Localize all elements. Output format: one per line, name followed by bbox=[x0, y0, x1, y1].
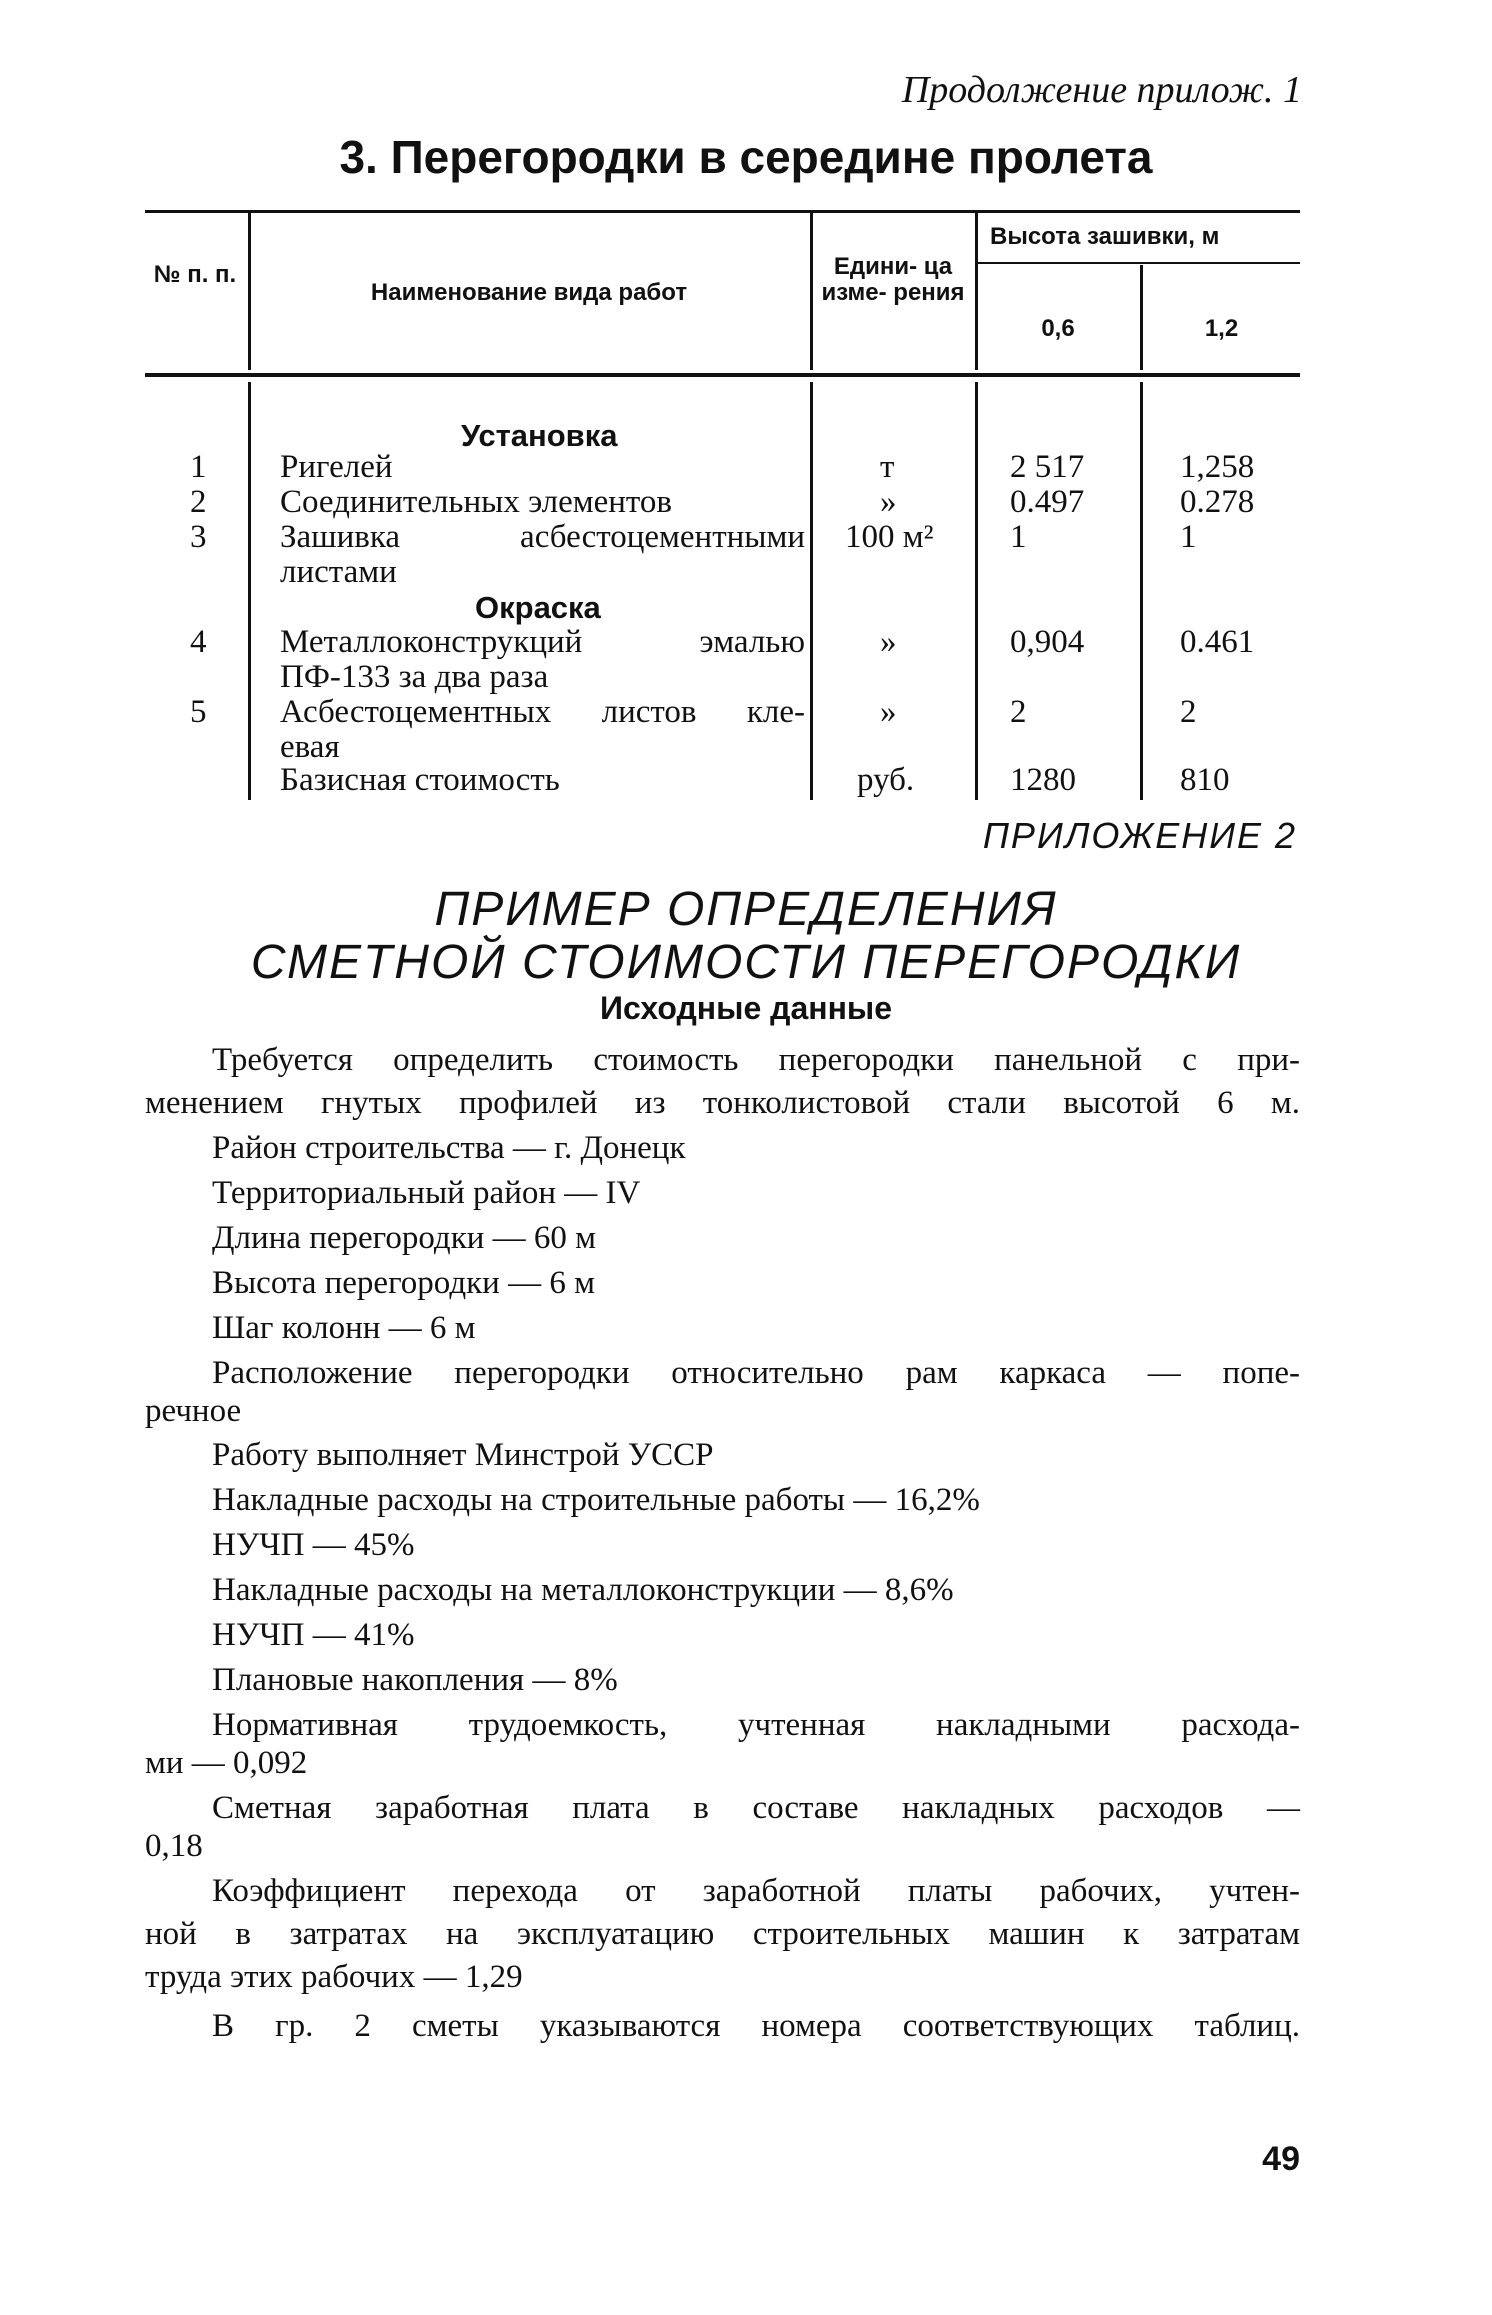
row1-name: Ригелей bbox=[280, 449, 393, 485]
p13: Плановые накопления — 8% bbox=[212, 1662, 618, 1698]
p3: Территориальный район — IV bbox=[212, 1175, 641, 1211]
header-num: № п. п. bbox=[153, 261, 237, 288]
row1-v2: 1,258 bbox=[1180, 449, 1255, 485]
table-vrule-b1 bbox=[248, 382, 251, 800]
p14-line2: ми — 0,092 bbox=[145, 1745, 308, 1781]
row4-v2: 0.461 bbox=[1180, 624, 1255, 660]
row3-name-l1: Зашивка асбестоцементными bbox=[280, 519, 805, 555]
group-installation: Установка bbox=[461, 418, 618, 453]
p7-line1: Расположение перегородки относительно рам каркаса — попе- bbox=[212, 1355, 1300, 1391]
section-title: 3. Перегородки в середине пролета bbox=[339, 131, 1153, 183]
p9: Накладные расходы на строительные работы — 16,2% bbox=[212, 1482, 980, 1518]
p11: Накладные расходы на металлоконструкции — 8,6% bbox=[212, 1572, 954, 1608]
p7-line2: речное bbox=[145, 1393, 242, 1429]
p17: В гр. 2 сметы указываются номера соответствующих таблиц. bbox=[212, 2008, 1300, 2044]
row-basis-unit: руб. bbox=[857, 762, 915, 798]
p4: Длина перегородки — 60 м bbox=[212, 1220, 597, 1256]
p14-line1: Нормативная трудоемкость, учтенная накладными расхода- bbox=[212, 1707, 1300, 1743]
p15-line2: 0,18 bbox=[145, 1828, 203, 1864]
row3-v2: 1 bbox=[1180, 519, 1197, 555]
row-basis-v2: 810 bbox=[1180, 762, 1230, 798]
header-h1: 0,6 bbox=[1041, 315, 1075, 342]
row-basis-name: Базисная стоимость bbox=[280, 762, 560, 798]
row1-unit: т bbox=[880, 449, 895, 485]
row5-num: 5 bbox=[190, 694, 207, 730]
p16-line1: Коэффициент перехода от заработной платы рабочих, учтен- bbox=[212, 1873, 1300, 1909]
input-data-title: Исходные данные bbox=[599, 990, 893, 1026]
header-unit: Едини- ца изме- рения bbox=[821, 253, 965, 306]
row5-unit: » bbox=[880, 694, 897, 730]
row2-unit: » bbox=[880, 484, 897, 520]
row3-num: 3 bbox=[190, 519, 207, 555]
table-subheader-rule bbox=[975, 262, 1300, 264]
row5-name-l1: Асбестоцементных листов кле- bbox=[280, 694, 805, 730]
row5-v1: 2 bbox=[1010, 694, 1027, 730]
header-h2: 1,2 bbox=[1204, 315, 1239, 342]
appendix-title-line2: СМЕТНОЙ СТОИМОСТИ ПЕРЕГОРОДКИ bbox=[250, 936, 1242, 989]
p1-line2: менением гнутых профилей из тонколистовой стали высотой 6 м. bbox=[145, 1085, 1300, 1121]
row-basis-v1: 1280 bbox=[1010, 762, 1076, 798]
p1-line1: Требуется определить стоимость перегородки панельной с при- bbox=[212, 1042, 1300, 1078]
p5: Высота перегородки — 6 м bbox=[212, 1265, 595, 1301]
row4-num: 4 bbox=[190, 624, 207, 660]
row3-name-l2: листами bbox=[280, 554, 397, 590]
p6: Шаг колонн — 6 м bbox=[212, 1310, 476, 1346]
appendix-title-line1: ПРИМЕР ОПРЕДЕЛЕНИЯ bbox=[434, 883, 1058, 936]
table-vrule-b3 bbox=[975, 382, 978, 800]
row4-unit: » bbox=[880, 624, 897, 660]
works-table bbox=[145, 210, 1300, 800]
table-top-rule bbox=[145, 210, 1300, 213]
row2-name: Соединительных элементов bbox=[280, 484, 673, 520]
appendix-label: ПРИЛОЖЕНИЕ 2 bbox=[982, 815, 1297, 856]
row3-unit: 100 м² bbox=[845, 519, 934, 555]
p12: НУЧП — 41% bbox=[212, 1617, 415, 1653]
table-vrule-b2 bbox=[810, 382, 813, 800]
header-name: Наименование вида работ bbox=[370, 279, 688, 306]
group-painting: Окраска bbox=[475, 590, 601, 625]
row2-num: 2 bbox=[190, 484, 207, 520]
table-vrule-h3 bbox=[975, 210, 978, 370]
row3-v1: 1 bbox=[1010, 519, 1027, 555]
table-header-rule bbox=[145, 373, 1300, 377]
row2-v2: 0.278 bbox=[1180, 484, 1255, 520]
row5-name-l2: евая bbox=[280, 729, 340, 765]
header-height-group: Высота зашивки, м bbox=[990, 223, 1220, 250]
page-number: 49 bbox=[1262, 2140, 1300, 2178]
row1-v1: 2 517 bbox=[1010, 449, 1085, 485]
row4-v1: 0,904 bbox=[1010, 624, 1085, 660]
p2: Район строительства — г. Донецк bbox=[212, 1130, 686, 1166]
row4-name-l1: Металлоконструкций эмалью bbox=[280, 624, 805, 660]
table-vrule-b4 bbox=[1140, 382, 1143, 800]
row5-v2: 2 bbox=[1180, 694, 1197, 730]
running-header: Продолжение прилож. 1 bbox=[901, 69, 1302, 111]
p10: НУЧП — 45% bbox=[212, 1527, 415, 1563]
p16-line2: ной в затратах на эксплуатацию строительных машин к затратам bbox=[145, 1916, 1300, 1952]
p15-line1: Сметная заработная плата в составе накладных расходов — bbox=[212, 1790, 1300, 1826]
row4-name-l2: ПФ-133 за два раза bbox=[280, 659, 549, 695]
p8: Работу выполняет Минстрой УССР bbox=[212, 1437, 714, 1473]
row2-v1: 0.497 bbox=[1010, 484, 1085, 520]
row1-num: 1 bbox=[190, 449, 207, 485]
p16-line3: труда этих рабочих — 1,29 bbox=[145, 1959, 523, 1995]
